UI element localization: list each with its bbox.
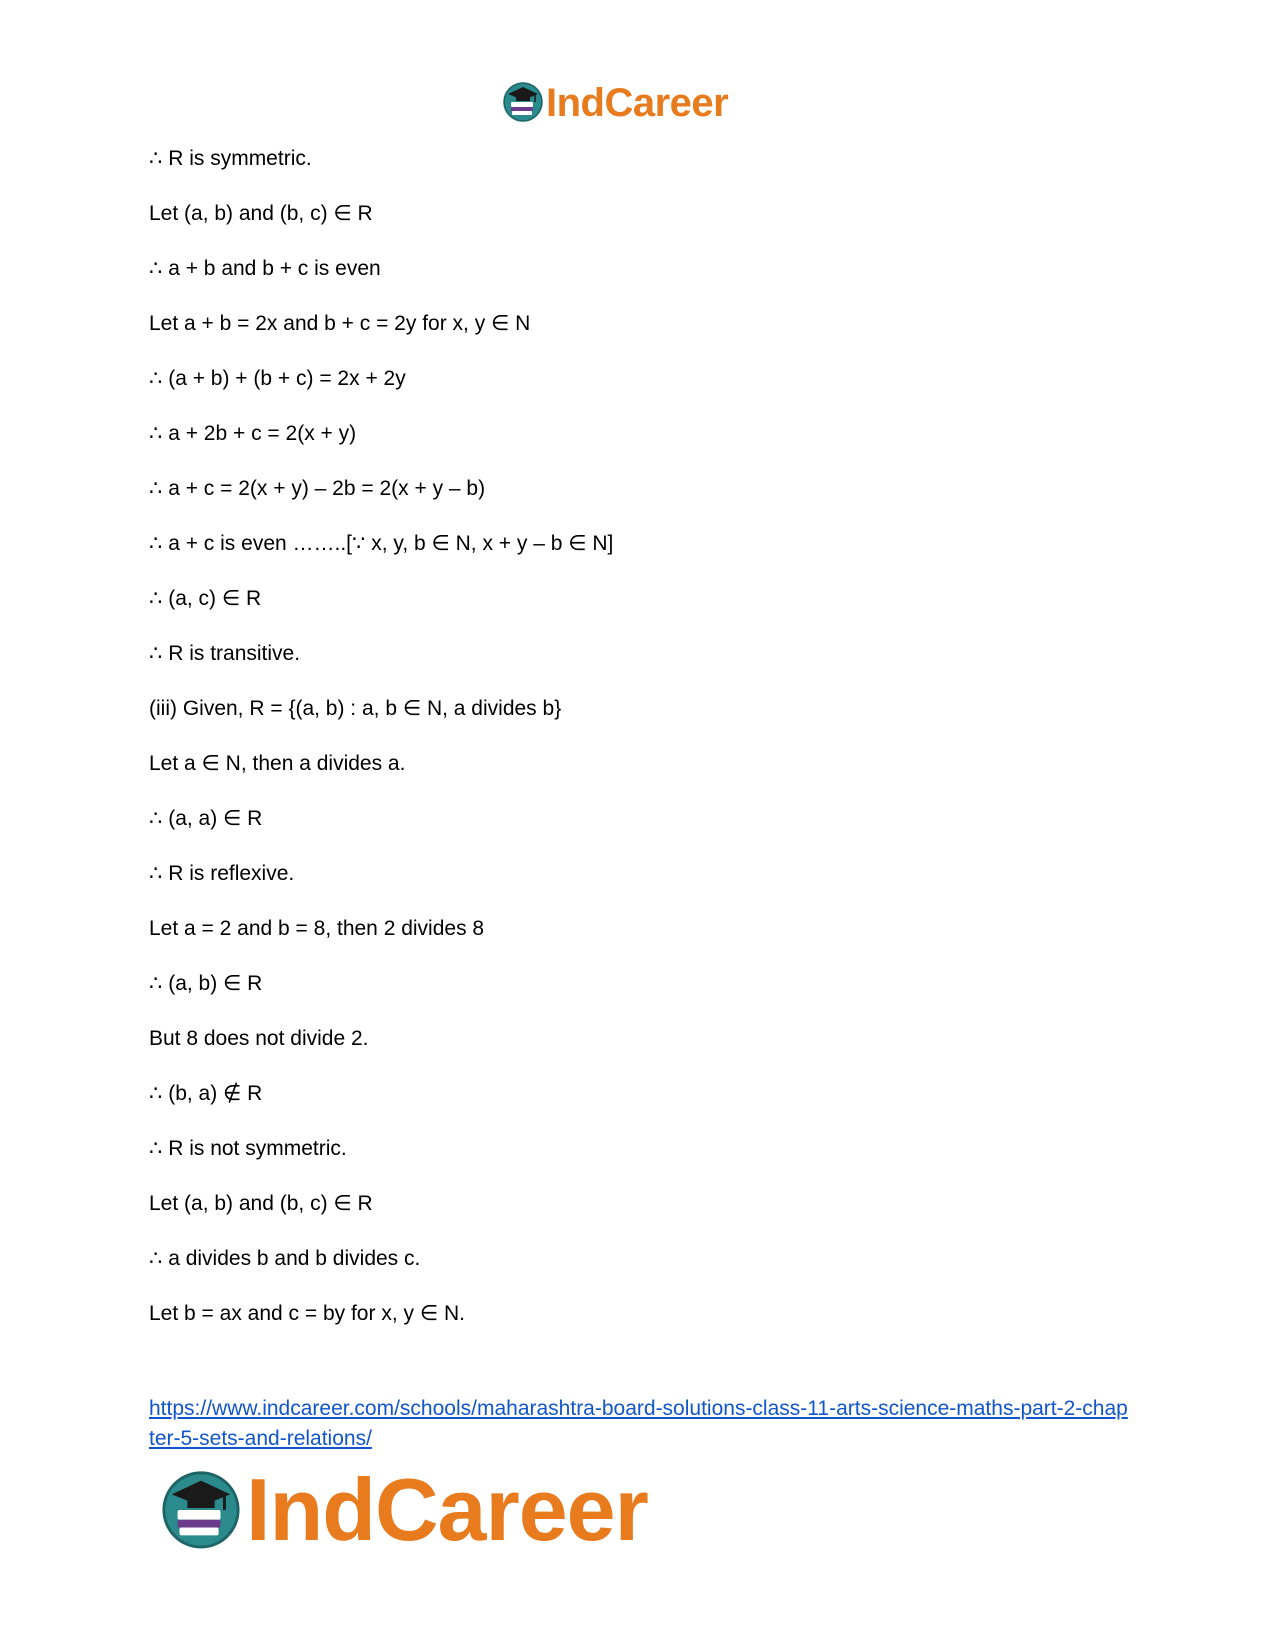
text-line: ∴ a + c is even ……..[∵ x, y, b ∈ N, x + y – b ∈ N] — [149, 532, 614, 555]
text-line: ∴ R is reflexive. — [149, 862, 295, 885]
text-line: Let a = 2 and b = 8, then 2 divides 8 — [149, 917, 485, 940]
source-link[interactable]: https://www.indcareer.com/schools/maharashtra-board-solutions-class-11-arts-science-maths-part-2-chapter-5-sets-and-relations/ — [149, 1397, 1128, 1450]
text-line: ∴ R is symmetric. — [149, 147, 312, 170]
text-line: ∴ a + c = 2(x + y) – 2b = 2(x + y – b) — [149, 477, 486, 500]
text-line: ∴ a divides b and b divides c. — [149, 1247, 421, 1270]
document-body — [149, 146, 1129, 1356]
text-line: Let (a, b) and (b, c) ∈ R — [149, 202, 373, 225]
text-line: Let a ∈ N, then a divides a. — [149, 752, 406, 775]
text-line: ∴ (a, a) ∈ R — [149, 807, 263, 830]
header-logo-text: IndCareer — [546, 81, 729, 125]
text-line: ∴ (a, c) ∈ R — [149, 587, 262, 610]
text-line: ∴ R is not symmetric. — [149, 1137, 347, 1160]
footer-logo-text: IndCareer — [246, 1460, 648, 1559]
text-line: ∴ a + 2b + c = 2(x + y) — [149, 422, 357, 445]
text-line: ∴ R is transitive. — [149, 642, 301, 665]
text-line: ∴ (a, b) ∈ R — [149, 972, 263, 995]
text-line: ∴ (b, a) ∉ R — [149, 1082, 263, 1105]
graduation-cap-books-icon — [502, 80, 544, 127]
text-line: But 8 does not divide 2. — [149, 1027, 369, 1050]
text-line: (iii) Given, R = {(a, b) : a, b ∈ N, a divides b} — [149, 697, 562, 720]
text-line: ∴ (a + b) + (b + c) = 2x + 2y — [149, 367, 406, 390]
text-line: Let a + b = 2x and b + c = 2y for x, y ∈ N — [149, 312, 531, 335]
graduation-cap-books-icon — [160, 1467, 242, 1554]
footer-logo — [160, 1460, 648, 1559]
text-line: Let (a, b) and (b, c) ∈ R — [149, 1192, 373, 1215]
text-line: Let b = ax and c = by for x, y ∈ N. — [149, 1302, 465, 1325]
text-line: ∴ a + b and b + c is even — [149, 257, 381, 280]
header-logo — [502, 80, 728, 126]
